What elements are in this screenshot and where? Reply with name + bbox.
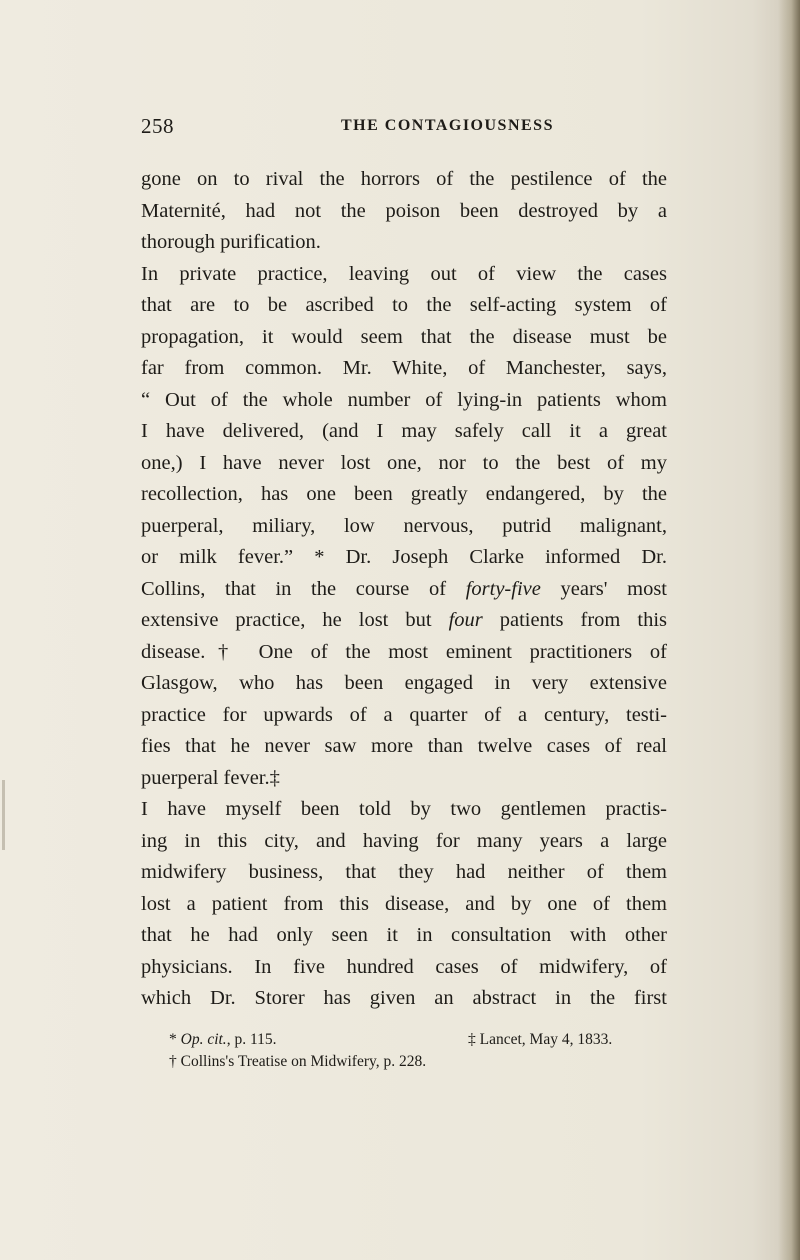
text-line: physicians. In five hundred cases of midwifery, of bbox=[141, 955, 667, 978]
body-text bbox=[141, 164, 667, 1015]
footnote-citation: Op. cit. bbox=[180, 1031, 227, 1048]
text-line: I have myself been told by two gentlemen practis- bbox=[141, 798, 667, 820]
text-line: puerperal fever.‡ bbox=[141, 766, 280, 789]
text-segment: years' most bbox=[540, 577, 667, 600]
text-line: that are to be ascribed to the self-acting system of bbox=[141, 294, 667, 316]
text-line: lost a patient from this disease, and by one of them bbox=[141, 892, 667, 915]
text-line: far from common. Mr. White, of Manchester, says, bbox=[141, 357, 667, 379]
page-gutter-edge bbox=[778, 0, 800, 1260]
text-segment: extensive practice, he lost but bbox=[141, 609, 449, 631]
text-line: Glasgow, who has been engaged in very extensive bbox=[141, 672, 667, 694]
text-line: “ Out of the whole number of lying-in patients whom bbox=[141, 388, 667, 411]
page-number: 258 bbox=[141, 114, 174, 138]
text-line: disease.† One of the most eminent practitioners of bbox=[141, 640, 667, 663]
page-header bbox=[141, 114, 667, 138]
footnote-row bbox=[141, 1051, 667, 1073]
text-line: practice for upwards of a quarter of a century, testi- bbox=[141, 703, 667, 726]
text-line: thorough purification. bbox=[141, 231, 321, 253]
text-line: ing in this city, and having for many years a large bbox=[141, 829, 667, 852]
footnote-mark: * bbox=[169, 1031, 177, 1048]
footnote-page: , p. 115. bbox=[226, 1031, 277, 1048]
text-line bbox=[141, 605, 667, 637]
page-blemish bbox=[2, 780, 5, 850]
footnotes bbox=[141, 1029, 667, 1073]
text-line: one,) I have never lost one, nor to the best of my bbox=[141, 451, 667, 474]
text-segment: Collins, that in the course of bbox=[141, 577, 466, 600]
text-line: or milk fever.” * Dr. Joseph Clarke informed Dr. bbox=[141, 546, 667, 568]
italic-phrase: four bbox=[448, 609, 483, 631]
text-line: which Dr. Storer has given an abstract in the first bbox=[141, 987, 667, 1009]
text-line: I have delivered, (and I may safely call it a great bbox=[141, 420, 667, 442]
text-line: midwifery business, that they had neither of them bbox=[141, 861, 667, 883]
italic-phrase: forty-five bbox=[465, 577, 541, 600]
text-line: In private practice, leaving out of view the cases bbox=[141, 262, 667, 285]
text-line: propagation, it would seem that the disease must be bbox=[141, 325, 667, 348]
footnote-dagger: † Collins's Treatise on Midwifery, p. 228. bbox=[169, 1053, 427, 1070]
text-line bbox=[141, 574, 667, 606]
footnote-row bbox=[141, 1029, 667, 1051]
footnote-star bbox=[169, 1029, 277, 1051]
footnote-double-dagger: ‡ Lancet, May 4, 1833. bbox=[468, 1031, 613, 1048]
text-segment: patients from this bbox=[482, 609, 667, 631]
text-line: recollection, has one been greatly endangered, by the bbox=[141, 483, 667, 505]
text-line: gone on to rival the horrors of the pestilence of the bbox=[141, 168, 667, 190]
text-line: fies that he never saw more than twelve cases of real bbox=[141, 735, 667, 757]
running-head: THE CONTAGIOUSNESS bbox=[341, 117, 554, 134]
text-line: puerperal, miliary, low nervous, putrid malignant, bbox=[141, 514, 667, 537]
text-line: that he had only seen it in consultation with other bbox=[141, 924, 667, 946]
text-line: Maternité, had not the poison been destroyed by a bbox=[141, 199, 667, 222]
